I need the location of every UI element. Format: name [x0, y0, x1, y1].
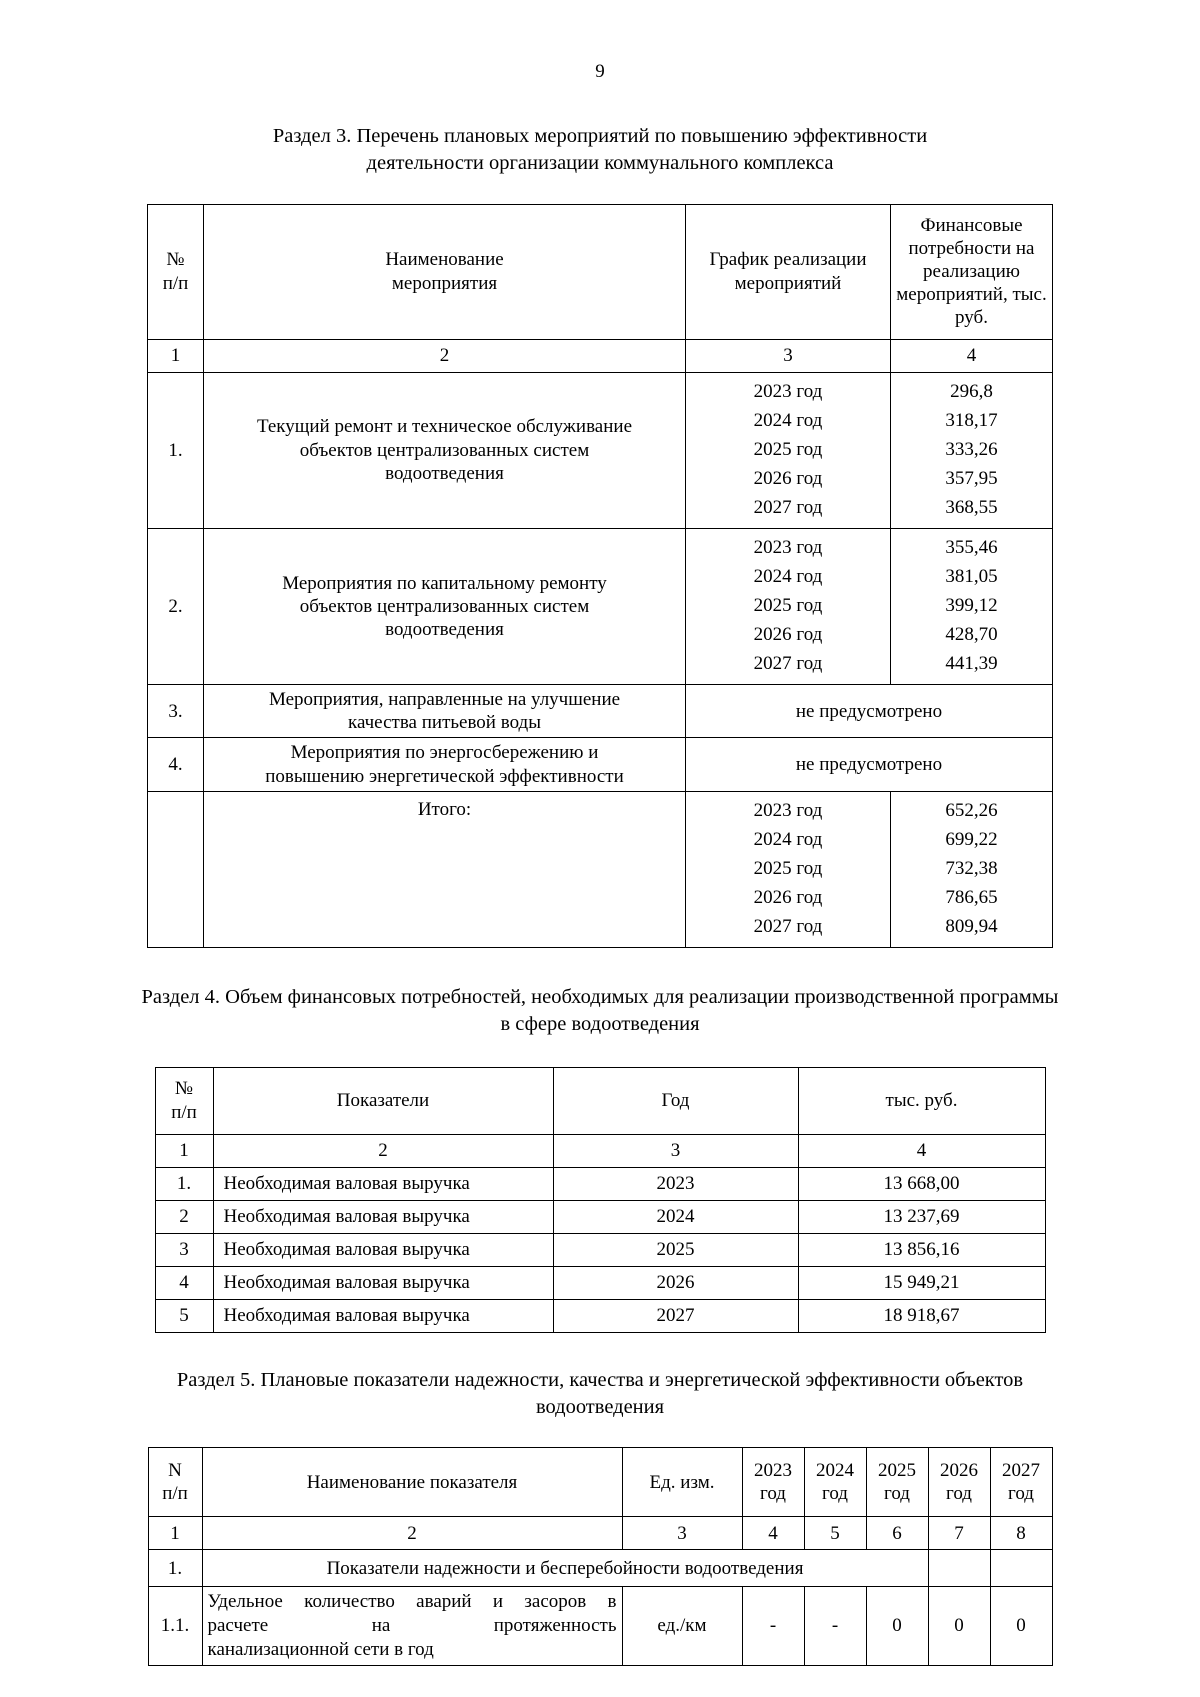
- group-row-empty-cell: [990, 1550, 1052, 1587]
- header-year-word: год: [884, 1483, 910, 1505]
- row-measure-name: [204, 372, 686, 528]
- finance-value: 699,22: [945, 828, 998, 850]
- row-number: 3.: [148, 685, 204, 738]
- total-row-number: [148, 791, 204, 947]
- header-no-line-2: п/п: [171, 1101, 197, 1123]
- row-finance-values: [891, 528, 1053, 684]
- row-value: 18 918,67: [798, 1299, 1045, 1332]
- schedule-year: 2024 год: [753, 565, 823, 587]
- section-5-heading: [145, 1367, 1055, 1422]
- section-3-table: [147, 204, 1053, 949]
- finance-value: 333,26: [945, 438, 998, 460]
- header-year-word: год: [946, 1483, 972, 1505]
- measure-name-line-3: водоотведения: [385, 462, 504, 484]
- schedule-year: 2026 год: [753, 467, 823, 489]
- finance-value: 732,38: [945, 857, 998, 879]
- column-number: 8: [990, 1517, 1052, 1550]
- header-finance-line-5: руб.: [955, 307, 988, 329]
- schedule-year: 2023 год: [753, 799, 823, 821]
- table-row: [155, 1167, 1045, 1200]
- finance-value: 318,17: [945, 409, 998, 431]
- header-cell-no: [148, 1448, 202, 1517]
- measure-name-line-2: объектов централизованных систем: [299, 595, 590, 617]
- table-row: [148, 1587, 1052, 1666]
- row-value-2026: 0: [928, 1587, 990, 1666]
- table-row: [155, 1266, 1045, 1299]
- column-number: 4: [798, 1134, 1045, 1167]
- row-indicator: Необходимая валовая выручка: [213, 1200, 553, 1233]
- schedule-year: 2024 год: [753, 409, 823, 431]
- row-number: 1.: [148, 372, 204, 528]
- row-value: 15 949,21: [798, 1266, 1045, 1299]
- row-indicator-name: [202, 1587, 622, 1666]
- group-row-empty-cell: [928, 1550, 990, 1587]
- section-5-heading-line-2: водоотведения: [535, 1395, 665, 1418]
- section-3-heading: [220, 123, 980, 178]
- section-3-heading-line-2: деятельности организации коммунального комплекса: [366, 152, 834, 175]
- row-measure-name: [204, 685, 686, 738]
- table-row: [148, 372, 1053, 528]
- header-cell-value: тыс. руб.: [798, 1067, 1045, 1134]
- table-header-row: [148, 204, 1053, 339]
- header-finance-line-1: Финансовые: [920, 214, 1023, 236]
- header-year-word: год: [1008, 1483, 1034, 1505]
- row-year: 2027: [553, 1299, 798, 1332]
- row-not-provided: не предусмотрено: [686, 738, 1053, 791]
- header-cell-year-2025: [866, 1448, 928, 1517]
- row-year: 2024: [553, 1200, 798, 1233]
- total-schedule-years: [686, 791, 891, 947]
- header-cell-name: [204, 204, 686, 339]
- table-row: [155, 1233, 1045, 1266]
- header-no-line-2: п/п: [162, 272, 189, 294]
- column-number: 1: [155, 1134, 213, 1167]
- row-number: 3: [155, 1233, 213, 1266]
- group-row-title: Показатели надежности и бесперебойности водоотведения: [202, 1550, 928, 1587]
- header-finance-line-4: мероприятий, тыс.: [896, 284, 1047, 306]
- header-cell-no: [155, 1067, 213, 1134]
- indicator-name-line-2: расчете на протяженность: [207, 1615, 617, 1637]
- indicator-name-line-1: Удельное количество аварий и засоров в: [207, 1591, 617, 1613]
- finance-value: 368,55: [945, 496, 998, 518]
- column-number-row: [148, 339, 1053, 372]
- total-finance-values: [891, 791, 1053, 947]
- row-value: 13 237,69: [798, 1200, 1045, 1233]
- header-name-line-1: Наименование: [385, 249, 504, 271]
- section-5-table: [148, 1447, 1053, 1666]
- row-value-2023: -: [742, 1587, 804, 1666]
- measure-name-line-1: Мероприятия по капитальному ремонту: [282, 572, 607, 594]
- row-value-2025: 0: [866, 1587, 928, 1666]
- row-number: 5: [155, 1299, 213, 1332]
- table-group-row: [148, 1550, 1052, 1587]
- measure-name-line-2: объектов централизованных систем: [299, 439, 590, 461]
- row-year: 2023: [553, 1167, 798, 1200]
- column-number: 2: [202, 1517, 622, 1550]
- finance-value: 786,65: [945, 887, 998, 908]
- section-5-heading-line-1: Раздел 5. Плановые показатели надежности, качества и энергетической эффективности объектов: [176, 1368, 1024, 1391]
- schedule-year: 2026 год: [753, 887, 823, 908]
- header-year-word: год: [822, 1483, 848, 1505]
- row-number: 2.: [148, 528, 204, 684]
- column-number: 4: [742, 1517, 804, 1550]
- row-schedule-years: [686, 528, 891, 684]
- header-cell-schedule: [686, 204, 891, 339]
- header-year-number: 2023: [754, 1459, 792, 1481]
- header-no-line-1: №: [166, 249, 185, 271]
- table-row: [148, 685, 1053, 738]
- measure-name-line-2: качества питьевой воды: [348, 712, 541, 734]
- schedule-year: 2026 год: [753, 624, 823, 645]
- table-header-row: [148, 1448, 1052, 1517]
- column-number: 2: [213, 1134, 553, 1167]
- total-label: Итого:: [204, 791, 686, 947]
- schedule-year: 2025 год: [753, 438, 823, 460]
- header-schedule-line-2: мероприятий: [734, 272, 842, 294]
- header-cell-indicator-name: Наименование показателя: [202, 1448, 622, 1517]
- row-measure-name: [204, 738, 686, 791]
- row-value-2027: 0: [990, 1587, 1052, 1666]
- header-year-word: год: [760, 1483, 786, 1505]
- column-number-row: [148, 1517, 1052, 1550]
- row-number: 2: [155, 1200, 213, 1233]
- column-number: 6: [866, 1517, 928, 1550]
- row-number: 4: [155, 1266, 213, 1299]
- section-4-heading-line-2: программы в сфере водоотведения: [500, 986, 1059, 1036]
- section-4-heading: [135, 984, 1065, 1039]
- row-indicator: Необходимая валовая выручка: [213, 1266, 553, 1299]
- finance-value: 441,39: [945, 653, 998, 675]
- measure-name-line-2: повышению энергетической эффективности: [265, 765, 624, 787]
- measure-name-line-1: Мероприятия по энергосбережению и: [290, 742, 599, 764]
- section-4-table: [155, 1067, 1046, 1333]
- row-value: 13 856,16: [798, 1233, 1045, 1266]
- column-number: 7: [928, 1517, 990, 1550]
- header-cell-unit: Ед. изм.: [622, 1448, 742, 1517]
- column-number: 2: [204, 339, 686, 372]
- column-number: 3: [553, 1134, 798, 1167]
- section-3-heading-line-1: Раздел 3. Перечень плановых мероприятий по повышению эффективности: [272, 125, 928, 147]
- row-number: 4.: [148, 738, 204, 791]
- measure-name-line-3: водоотведения: [385, 619, 504, 641]
- row-number: 1.: [155, 1167, 213, 1200]
- measure-name-line-1: Текущий ремонт и техническое обслуживание: [256, 416, 633, 438]
- row-finance-values: [891, 372, 1053, 528]
- header-year-number: 2025: [878, 1459, 916, 1481]
- row-value: 13 668,00: [798, 1167, 1045, 1200]
- schedule-year: 2027 год: [753, 653, 823, 675]
- schedule-year: 2025 год: [753, 594, 823, 616]
- header-name-line-2: мероприятия: [391, 272, 498, 294]
- column-number: 1: [148, 1517, 202, 1550]
- column-number: 1: [148, 339, 204, 372]
- header-year-number: 2026: [940, 1459, 978, 1481]
- column-number: 3: [622, 1517, 742, 1550]
- row-indicator: Необходимая валовая выручка: [213, 1233, 553, 1266]
- table-row: [155, 1299, 1045, 1332]
- finance-value: 357,95: [945, 467, 998, 489]
- header-finance-line-2: потребности на: [908, 237, 1035, 259]
- header-no-line-1: №: [174, 1078, 194, 1100]
- finance-value: 296,8: [950, 380, 993, 402]
- schedule-year: 2023 год: [753, 536, 823, 558]
- row-number: 1.1.: [148, 1587, 202, 1666]
- finance-value: 428,70: [945, 624, 998, 645]
- finance-value: 355,46: [945, 536, 998, 558]
- header-cell-year-2027: [990, 1448, 1052, 1517]
- header-cell-year-2024: [804, 1448, 866, 1517]
- header-cell-year-2026: [928, 1448, 990, 1517]
- header-cell-year: Год: [553, 1067, 798, 1134]
- column-number: 3: [686, 339, 891, 372]
- row-not-provided: не предусмотрено: [686, 685, 1053, 738]
- header-year-number: 2024: [816, 1459, 854, 1481]
- header-year-number: 2027: [1002, 1459, 1040, 1481]
- page-number: 9: [595, 61, 605, 82]
- group-row-number: 1.: [148, 1550, 202, 1587]
- row-year: 2026: [553, 1266, 798, 1299]
- finance-value: 652,26: [945, 799, 998, 821]
- table-total-row: [148, 791, 1053, 947]
- header-no-line-1: N: [168, 1459, 182, 1481]
- row-schedule-years: [686, 372, 891, 528]
- row-unit: ед./км: [622, 1587, 742, 1666]
- header-schedule-line-1: График реализации: [709, 249, 867, 271]
- column-number: 5: [804, 1517, 866, 1550]
- row-measure-name: [204, 528, 686, 684]
- table-row: [148, 738, 1053, 791]
- schedule-year: 2024 год: [753, 828, 823, 850]
- finance-value: 381,05: [945, 565, 998, 587]
- column-number-row: [155, 1134, 1045, 1167]
- measure-name-line-1: Мероприятия, направленные на улучшение: [268, 689, 621, 711]
- schedule-year: 2023 год: [753, 380, 823, 402]
- header-no-line-2: п/п: [162, 1483, 188, 1505]
- table-header-row: [155, 1067, 1045, 1134]
- schedule-year: 2027 год: [753, 916, 823, 938]
- row-year: 2025: [553, 1233, 798, 1266]
- finance-value: 399,12: [945, 594, 998, 616]
- header-cell-year-2023: [742, 1448, 804, 1517]
- header-cell-indicator: Показатели: [213, 1067, 553, 1134]
- table-row: [148, 528, 1053, 684]
- header-cell-no: [148, 204, 204, 339]
- header-finance-line-3: реализацию: [923, 260, 1020, 282]
- table-row: [155, 1200, 1045, 1233]
- row-value-2024: -: [804, 1587, 866, 1666]
- schedule-year: 2025 год: [753, 857, 823, 879]
- column-number: 4: [891, 339, 1053, 372]
- row-indicator: Необходимая валовая выручка: [213, 1167, 553, 1200]
- row-indicator: Необходимая валовая выручка: [213, 1299, 553, 1332]
- header-cell-finance: [891, 204, 1053, 339]
- indicator-name-line-3: канализационной сети в год: [207, 1639, 434, 1660]
- schedule-year: 2027 год: [753, 496, 823, 518]
- section-4-heading-line-1: Раздел 4. Объем финансовых потребностей, необходимых для реализации производственной: [141, 986, 955, 1009]
- finance-value: 809,94: [945, 916, 998, 938]
